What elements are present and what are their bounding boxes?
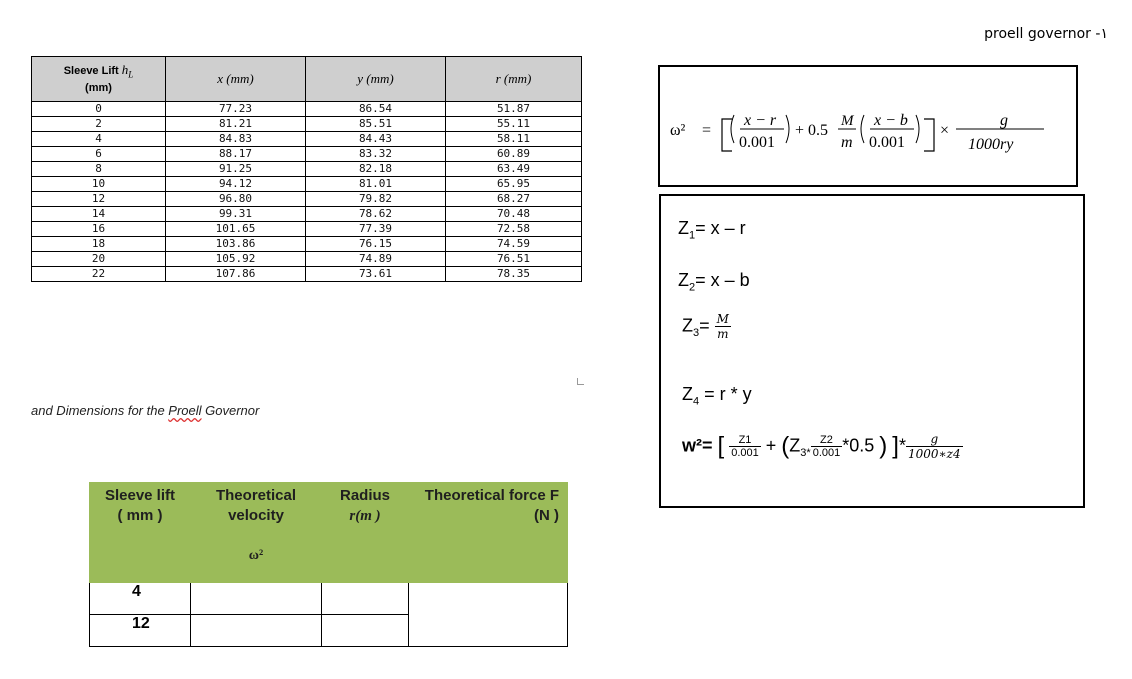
- sleeve-lift-header: [32, 57, 166, 102]
- w2-plus: +: [765, 435, 777, 456]
- radius-col-text: Radius: [339, 487, 390, 504]
- y-header-text: y (mm): [357, 71, 394, 86]
- z1-definition: [678, 218, 746, 242]
- x-cell: 88.17: [166, 147, 306, 162]
- r-cell: 63.49: [446, 162, 582, 177]
- r-cell: 74.59: [446, 237, 582, 252]
- results-velocity-cell[interactable]: [191, 615, 322, 647]
- r-cell: 51.87: [446, 102, 582, 117]
- x-cell: 103.86: [166, 237, 306, 252]
- z1-label: Z: [678, 218, 689, 238]
- lift-cell: 0: [32, 102, 166, 117]
- sleeve-lift-unit: (mm): [85, 81, 112, 94]
- x-header: [166, 57, 306, 102]
- z3-eq: =: [699, 315, 710, 336]
- x-cell: 101.65: [166, 222, 306, 237]
- page-heading: [984, 26, 1108, 42]
- table-corner-mark: [577, 378, 584, 385]
- r-cell: 72.58: [446, 222, 582, 237]
- formula-den1: 0.001: [739, 134, 775, 151]
- dimensions-row: [32, 237, 582, 252]
- formula-m: m: [841, 134, 853, 151]
- right-bracket: [924, 119, 934, 151]
- w2-close-paren: ): [879, 432, 888, 460]
- z3-fraction: [715, 312, 731, 341]
- left-paren-2: [861, 115, 864, 143]
- dimensions-row: [32, 222, 582, 237]
- results-velocity-cell[interactable]: [191, 583, 322, 615]
- formula-eq: =: [702, 122, 712, 139]
- w2-fraction-1: [729, 434, 761, 459]
- sleeve-lift-col-text: Sleeve lift: [104, 487, 176, 504]
- heading-number: -١: [1095, 26, 1108, 42]
- x-cell: 105.92: [166, 252, 306, 267]
- caption-proell: Proell: [168, 403, 202, 418]
- omega-formula: [660, 67, 1076, 185]
- formula-lhs: ω²: [670, 122, 686, 139]
- z2-expr: = x – b: [695, 270, 750, 290]
- w2-half: *0.5: [842, 435, 875, 456]
- lift-cell: 10: [32, 177, 166, 192]
- radius-col-header: [322, 483, 409, 583]
- velocity-col-text: Theoretical velocity: [215, 487, 297, 524]
- lift-cell: 4: [32, 132, 166, 147]
- z1-expr: = x – r: [695, 218, 746, 238]
- w2-formula: [682, 432, 963, 461]
- results-lift-cell: 12: [90, 615, 191, 647]
- results-table: [89, 482, 568, 647]
- lift-cell: 2: [32, 117, 166, 132]
- w2-lhs: w²=: [682, 435, 713, 456]
- z3-sub: 3: [693, 326, 700, 339]
- table-caption: [31, 403, 259, 418]
- y-cell: 77.39: [306, 222, 446, 237]
- w2-f1-den: 0.001: [731, 447, 759, 459]
- y-cell: 83.32: [306, 147, 446, 162]
- dimensions-table-header-row: [32, 57, 582, 102]
- y-cell: 74.89: [306, 252, 446, 267]
- z2-sub: 2: [689, 281, 696, 294]
- lift-cell: 14: [32, 207, 166, 222]
- w2-star: *: [898, 435, 906, 456]
- formula-times: ×: [940, 122, 950, 139]
- y-cell: 81.01: [306, 177, 446, 192]
- lift-cell: 6: [32, 147, 166, 162]
- lift-cell: 20: [32, 252, 166, 267]
- formula-g: g: [1000, 112, 1008, 129]
- y-cell: 79.82: [306, 192, 446, 207]
- dimensions-row: [32, 162, 582, 177]
- r-cell: 55.11: [446, 117, 582, 132]
- y-header: [306, 57, 446, 102]
- omega-formula-box: [658, 65, 1078, 187]
- w2-f2-den: 0.001: [812, 447, 841, 459]
- x-cell: 77.23: [166, 102, 306, 117]
- radius-col-unit: r(m ): [349, 508, 381, 524]
- w2-z3: Z: [789, 435, 801, 456]
- z4-definition: [682, 384, 752, 408]
- y-cell: 76.15: [306, 237, 446, 252]
- w2-g-num: g: [906, 432, 963, 447]
- z4-expr: = r * y: [699, 384, 752, 404]
- r-cell: 70.48: [446, 207, 582, 222]
- dimensions-row: [32, 117, 582, 132]
- x-cell: 96.80: [166, 192, 306, 207]
- velocity-col-header: [191, 483, 322, 583]
- z3-num: M: [716, 312, 729, 326]
- dimensions-table-body: [32, 102, 582, 282]
- z3-label: Z: [682, 315, 693, 336]
- results-radius-cell[interactable]: [322, 615, 409, 647]
- lift-cell: 22: [32, 267, 166, 282]
- left-bracket: [722, 119, 732, 151]
- formula-1000ry: 1000ry: [968, 136, 1014, 153]
- r-cell: 60.89: [446, 147, 582, 162]
- w2-fraction-2: [811, 434, 843, 459]
- x-cell: 107.86: [166, 267, 306, 282]
- y-cell: 84.43: [306, 132, 446, 147]
- z3-definition: [682, 312, 731, 341]
- y-cell: 73.61: [306, 267, 446, 282]
- r-cell: 58.11: [446, 132, 582, 147]
- z2-definition: [678, 270, 750, 294]
- z2-label: Z: [678, 270, 689, 290]
- dimensions-row: [32, 132, 582, 147]
- z3-den: m: [717, 327, 729, 341]
- right-paren-1: [786, 115, 789, 143]
- r-cell: 76.51: [446, 252, 582, 267]
- z1-sub: 1: [689, 229, 696, 242]
- sleeve-lift-col-header: [90, 483, 191, 583]
- y-cell: 82.18: [306, 162, 446, 177]
- results-force-cell[interactable]: [409, 583, 568, 647]
- r-cell: 78.35: [446, 267, 582, 282]
- formula-num1: x − r: [744, 112, 777, 129]
- caption-suffix: Governor: [201, 403, 260, 418]
- w2-close-bracket: ]: [892, 432, 899, 460]
- dimensions-table: [31, 56, 582, 282]
- x-cell: 91.25: [166, 162, 306, 177]
- caption-prefix: and Dimensions for the: [31, 403, 169, 418]
- formula-plus: + 0.5: [795, 122, 829, 139]
- results-table-header-row: [90, 483, 568, 583]
- y-cell: 78.62: [306, 207, 446, 222]
- x-cell: 99.31: [166, 207, 306, 222]
- w2-open-bracket: [: [717, 432, 725, 460]
- formula-M: M: [841, 113, 854, 129]
- z-definitions-box: [659, 194, 1085, 508]
- dimensions-row: [32, 207, 582, 222]
- y-cell: 85.51: [306, 117, 446, 132]
- lift-cell: 12: [32, 192, 166, 207]
- w2-open-paren: (: [781, 432, 790, 460]
- results-row: [90, 583, 568, 615]
- w2-g-den: 1000∗z4: [907, 447, 961, 461]
- sleeve-lift-col-unit: ( mm ): [117, 507, 163, 524]
- heading-text: proell governor: [984, 26, 1091, 42]
- lift-cell: 18: [32, 237, 166, 252]
- dimensions-row: [32, 252, 582, 267]
- z4-label: Z: [682, 384, 693, 404]
- right-paren-2: [916, 115, 919, 143]
- force-col-text: Theoretical force F (N ): [424, 487, 559, 524]
- omega-symbol: ω²: [248, 548, 264, 563]
- x-header-text: x (mm): [217, 71, 254, 86]
- dimensions-row: [32, 102, 582, 117]
- r-cell: 65.95: [446, 177, 582, 192]
- w2-fraction-g: [906, 432, 963, 461]
- w2-f1-num: Z1: [729, 434, 761, 447]
- x-cell: 94.12: [166, 177, 306, 192]
- formula-den2: 0.001: [869, 134, 905, 151]
- dimensions-table-wrapper: [31, 56, 582, 282]
- w2-z3-sub: 3*: [800, 446, 811, 459]
- sleeve-lift-header-text: Sleeve Lift: [63, 65, 119, 78]
- sleeve-lift-symbol: $h_L$: [121, 62, 134, 80]
- x-cell: 81.21: [166, 117, 306, 132]
- dimensions-row: [32, 192, 582, 207]
- dimensions-row: [32, 177, 582, 192]
- dimensions-row: [32, 147, 582, 162]
- dimensions-row: [32, 267, 582, 282]
- formula-num2: x − b: [874, 112, 908, 129]
- results-lift-cell: 4: [90, 583, 191, 615]
- x-cell: 84.83: [166, 132, 306, 147]
- r-cell: 68.27: [446, 192, 582, 207]
- w2-f2-num: Z2: [811, 434, 843, 447]
- force-col-header: [409, 483, 568, 583]
- results-radius-cell[interactable]: [322, 583, 409, 615]
- lift-cell: 8: [32, 162, 166, 177]
- y-cell: 86.54: [306, 102, 446, 117]
- lift-cell: 16: [32, 222, 166, 237]
- z4-sub: 4: [693, 395, 700, 408]
- r-header-text: r (mm): [495, 71, 532, 86]
- r-header: [446, 57, 582, 102]
